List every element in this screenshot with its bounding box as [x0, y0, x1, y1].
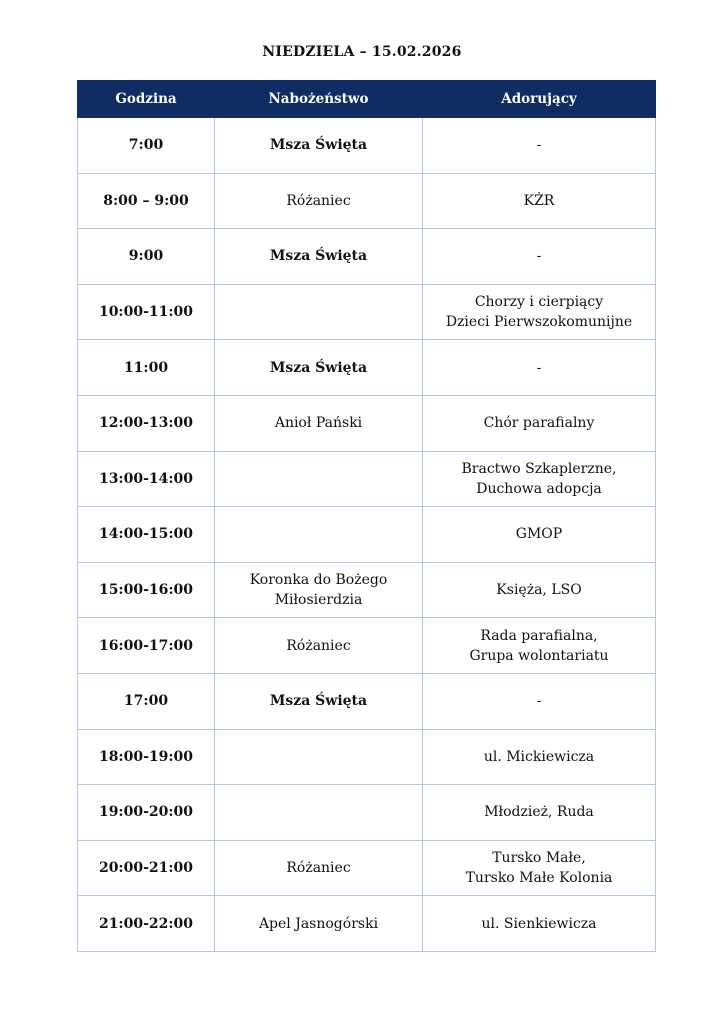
- adoration-line: Chór parafialny: [483, 415, 595, 432]
- adoration-cell: [423, 729, 656, 785]
- adoration-cell: [423, 785, 656, 841]
- time-cell: 11:00: [78, 340, 215, 396]
- adoration-line: Grupa wolontariatu: [469, 647, 609, 664]
- adoration-line: -: [536, 359, 542, 376]
- adoration-cell: [423, 173, 656, 229]
- service-cell: Msza Święta: [215, 229, 423, 285]
- service-cell: [215, 729, 423, 785]
- adoration-line: Tursko Małe Kolonia: [465, 870, 613, 887]
- time-cell: 17:00: [78, 673, 215, 729]
- adoration-line: ul. Sienkiewicza: [481, 915, 597, 932]
- table-row: [78, 562, 656, 618]
- adoration-line: Tursko Małe,: [492, 850, 586, 867]
- adoration-line: KŻR: [523, 192, 555, 209]
- adoration-line: Chorzy i cierpiący: [474, 294, 604, 311]
- adoration-cell: [423, 118, 656, 174]
- time-cell: 12:00-13:00: [78, 395, 215, 451]
- table-row: [78, 507, 656, 563]
- table-row: [78, 118, 656, 174]
- header-time: Godzina: [78, 81, 215, 118]
- service-cell: Msza Święta: [215, 340, 423, 396]
- adoration-cell: [423, 562, 656, 618]
- time-cell: 16:00-17:00: [78, 618, 215, 674]
- table-row: [78, 618, 656, 674]
- adoration-line: Bractwo Szkaplerzne,: [461, 460, 617, 477]
- adoration-cell: [423, 340, 656, 396]
- table-row: [78, 395, 656, 451]
- header-service: Nabożeństwo: [215, 81, 423, 118]
- time-cell: 8:00 – 9:00: [78, 173, 215, 229]
- time-cell: 13:00-14:00: [78, 451, 215, 507]
- table-row: [78, 896, 656, 952]
- service-cell: [215, 451, 423, 507]
- service-cell: Koronka do Bożego Miłosierdzia: [215, 562, 423, 618]
- adoration-cell: [423, 840, 656, 896]
- service-cell: Różaniec: [215, 618, 423, 674]
- adoration-line: -: [536, 248, 542, 265]
- table-row: [78, 673, 656, 729]
- service-cell: [215, 284, 423, 340]
- adoration-line: Dzieci Pierwszokomunijne: [445, 314, 633, 331]
- table-row: [78, 785, 656, 841]
- table-row: [78, 173, 656, 229]
- header-adoration: Adorujący: [423, 81, 656, 118]
- adoration-schedule-table: [77, 80, 656, 952]
- service-cell: Różaniec: [215, 840, 423, 896]
- time-cell: 14:00-15:00: [78, 507, 215, 563]
- adoration-cell: [423, 896, 656, 952]
- header-row: [78, 81, 656, 118]
- service-cell: [215, 507, 423, 563]
- time-cell: 10:00-11:00: [78, 284, 215, 340]
- service-cell: Anioł Pański: [215, 395, 423, 451]
- table-row: [78, 729, 656, 785]
- adoration-cell: [423, 451, 656, 507]
- time-cell: 20:00-21:00: [78, 840, 215, 896]
- adoration-line: Duchowa adopcja: [476, 480, 602, 497]
- time-cell: 18:00-19:00: [78, 729, 215, 785]
- adoration-line: -: [536, 137, 542, 154]
- adoration-cell: [423, 395, 656, 451]
- adoration-line: -: [536, 693, 542, 710]
- adoration-line: Rada parafialna,: [480, 627, 598, 644]
- table-row: [78, 840, 656, 896]
- table-body: [78, 118, 656, 952]
- adoration-cell: [423, 507, 656, 563]
- adoration-cell: [423, 229, 656, 285]
- adoration-line: Młodzież, Ruda: [484, 804, 594, 821]
- table-header: [78, 81, 656, 118]
- adoration-cell: [423, 618, 656, 674]
- table-row: [78, 284, 656, 340]
- service-cell: Msza Święta: [215, 118, 423, 174]
- time-cell: 9:00: [78, 229, 215, 285]
- time-cell: 19:00-20:00: [78, 785, 215, 841]
- time-cell: 7:00: [78, 118, 215, 174]
- adoration-line: ul. Mickiewicza: [483, 748, 595, 765]
- adoration-cell: [423, 673, 656, 729]
- time-cell: 21:00-22:00: [78, 896, 215, 952]
- service-cell: Apel Jasnogórski: [215, 896, 423, 952]
- table-row: [78, 451, 656, 507]
- service-cell: [215, 785, 423, 841]
- table-row: [78, 229, 656, 285]
- adoration-cell: [423, 284, 656, 340]
- table-row: [78, 340, 656, 396]
- time-cell: 15:00-16:00: [78, 562, 215, 618]
- service-cell: Różaniec: [215, 173, 423, 229]
- service-cell: Msza Święta: [215, 673, 423, 729]
- adoration-line: GMOP: [515, 526, 563, 543]
- page-title: NIEDZIELA – 15.02.2026: [262, 44, 462, 60]
- adoration-line: Księża, LSO: [496, 582, 582, 599]
